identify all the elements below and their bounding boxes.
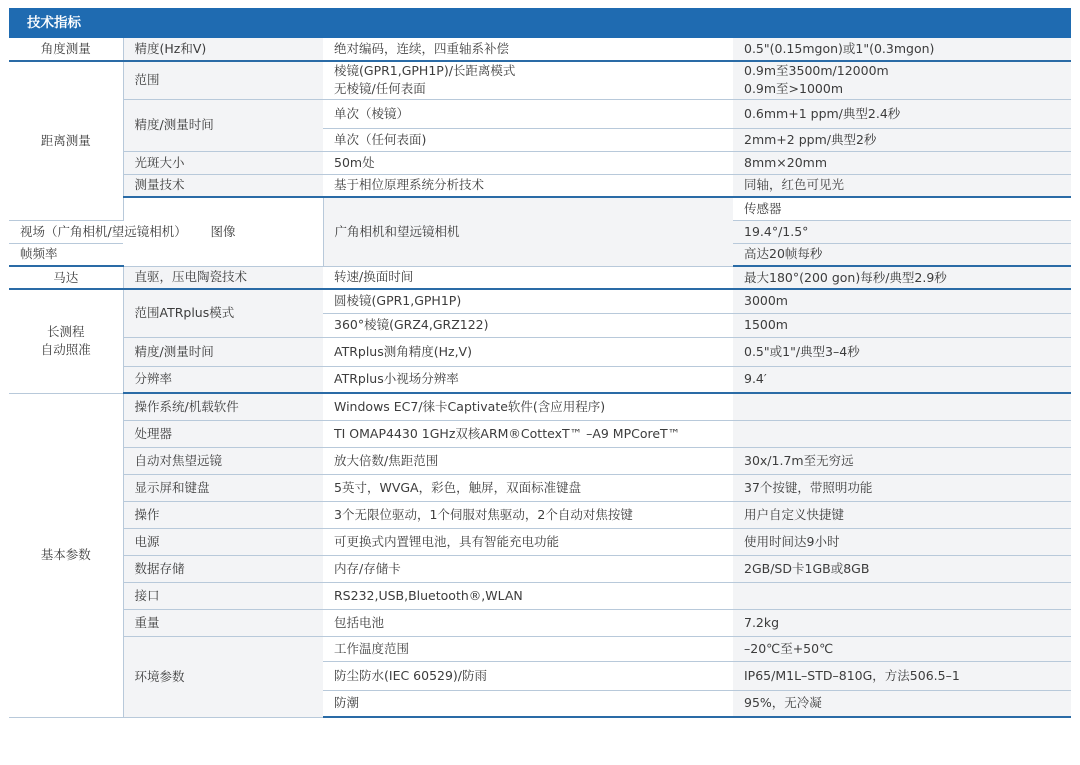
cell-text: 转速/换面时间 <box>334 269 414 285</box>
cell-text: 视场（广角相机/望远镜相机） <box>20 223 187 239</box>
item-cell <box>323 313 733 337</box>
cell-text: 放大倍数/焦距范围 <box>334 452 439 468</box>
parameter-cell <box>123 289 323 337</box>
cell-text: 工作温度范围 <box>334 640 410 656</box>
value-cell <box>733 174 1071 197</box>
table-row <box>9 528 1071 555</box>
item-cell <box>323 174 733 197</box>
item-cell <box>323 474 733 501</box>
value-cell <box>733 128 1071 151</box>
parameter-cell <box>123 337 323 366</box>
cell-text: ATRplus测角精度(Hz,V) <box>334 343 472 359</box>
parameter-cell <box>123 609 323 636</box>
table-row <box>9 474 1071 501</box>
spec-table-body <box>9 38 1071 717</box>
item-cell <box>323 609 733 636</box>
parameter-cell <box>123 99 323 151</box>
cell-text: 操作 <box>134 506 160 522</box>
cell-text: 8mm×20mm <box>744 154 828 170</box>
cell-text: 自动对焦望远镜 <box>134 452 223 468</box>
cell-text: 50m处 <box>334 154 375 170</box>
value-cell <box>733 366 1071 393</box>
item-cell <box>323 337 733 366</box>
value-cell <box>733 474 1071 501</box>
cell-text: 使用时间达9小时 <box>744 533 840 549</box>
cell-text: 范围 <box>134 72 160 88</box>
parameter-cell <box>123 474 323 501</box>
item-cell <box>323 151 733 174</box>
item-cell <box>9 220 187 243</box>
cell-text: 用户自定义快捷键 <box>744 506 845 522</box>
cell-text: 3000m <box>744 293 788 309</box>
category-cell <box>9 289 123 393</box>
parameter-cell <box>123 636 323 717</box>
cell-text: 传感器 <box>744 200 782 216</box>
table-row <box>9 582 1071 609</box>
cell-text: 距离测量 <box>40 132 91 148</box>
cell-text: 环境参数 <box>134 668 185 684</box>
item-cell <box>323 128 733 151</box>
value-cell <box>733 266 1071 289</box>
item-cell <box>323 501 733 528</box>
cell-text: 显示屏和键盘 <box>134 479 210 495</box>
cell-text: 图像 <box>210 223 236 239</box>
value-cell <box>733 555 1071 582</box>
item-cell <box>323 366 733 393</box>
cell-text: 电源 <box>134 533 160 549</box>
item-cell <box>323 447 733 474</box>
cell-text: 5英寸，WVGA，彩色，触屏，双面标准键盘 <box>334 479 582 495</box>
cell-text: 绝对编码，连续，四重轴系补偿 <box>334 41 510 56</box>
value-cell <box>733 38 1071 61</box>
cell-text: 单次（棱镜） <box>334 105 410 121</box>
item-cell <box>323 661 733 690</box>
item-cell <box>323 582 733 609</box>
cell-text: 圆棱镜(GPR1,GPH1P) <box>334 293 462 309</box>
parameter-cell <box>123 366 323 393</box>
item-cell <box>323 393 733 420</box>
category-cell <box>9 266 123 289</box>
parameter-cell <box>123 420 323 447</box>
item-cell <box>323 61 733 99</box>
value-cell <box>733 243 1071 266</box>
cell-text: 操作系统/机载软件 <box>134 398 239 414</box>
cell-text: Windows EC7/徕卡Captivate软件(含应用程序) <box>334 398 606 414</box>
cell-text: –20℃至+50℃ <box>744 640 834 656</box>
cell-text: 接口 <box>134 587 160 603</box>
cell-text: 1500m <box>744 317 788 332</box>
cell-text: 95%，无冷凝 <box>744 695 822 711</box>
cell-text: 棱镜(GPR1,GPH1P)/长距离模式 <box>334 63 516 79</box>
cell-text: 最大180°(200 gon)每秒/典型2.9秒 <box>744 269 947 285</box>
cell-text: 3个无限位驱动，1个伺服对焦驱动，2个自动对焦按键 <box>334 506 633 522</box>
cell-text: 直驱，压电陶瓷技术 <box>134 269 248 285</box>
cell-text: 分辨率 <box>134 371 173 387</box>
table-row <box>9 393 1071 420</box>
value-cell <box>733 661 1071 690</box>
table-row <box>9 636 1071 661</box>
value-cell <box>733 420 1071 447</box>
cell-text: 防潮 <box>334 695 360 711</box>
table-row <box>9 337 1071 366</box>
value-cell <box>733 220 1071 243</box>
parameter-cell <box>323 197 733 266</box>
cell-text: 精度/测量时间 <box>134 343 214 359</box>
spec-table <box>9 38 1071 718</box>
parameter-cell <box>123 447 323 474</box>
cell-text: 帧频率 <box>20 246 58 262</box>
parameter-cell <box>123 528 323 555</box>
table-row <box>9 38 1071 61</box>
parameter-cell <box>123 501 323 528</box>
category-cell <box>9 61 123 220</box>
table-row <box>9 366 1071 393</box>
value-cell <box>733 289 1071 313</box>
cell-text: 角度测量 <box>40 41 91 56</box>
cell-text: 2GB/SD卡1GB或8GB <box>744 560 870 576</box>
cell-text: 基于相位原理系统分析技术 <box>334 177 485 193</box>
cell-text: 30x/1.7m至无穷远 <box>744 452 854 468</box>
cell-text: 测量技术 <box>134 177 185 193</box>
cell-text: 0.5"(0.15mgon)或1"(0.3mgon) <box>744 41 935 56</box>
table-row <box>9 555 1071 582</box>
cell-text: 无棱镜/任何表面 <box>334 81 426 97</box>
cell-text: IP65/M1L–STD–810G，方法506.5–1 <box>744 667 960 683</box>
table-row <box>9 289 1071 313</box>
cell-text: 自动照准 <box>40 342 91 358</box>
parameter-cell <box>123 174 323 197</box>
table-row <box>9 609 1071 636</box>
value-cell <box>733 690 1071 717</box>
parameter-cell <box>123 582 323 609</box>
cell-text: 360°棱镜(GRZ4,GRZ122) <box>334 317 489 332</box>
cell-text: 0.5"或1"/典型3–4秒 <box>744 343 860 359</box>
cell-text: TI OMAP4430 1GHz双核ARM®CottexT™ –A9 MPCoreT™ <box>334 425 681 441</box>
cell-text: 处理器 <box>134 425 173 441</box>
parameter-cell <box>123 38 323 61</box>
item-cell <box>323 690 733 717</box>
cell-text: 范围ATRplus模式 <box>134 305 235 321</box>
value-cell <box>733 99 1071 128</box>
parameter-cell <box>123 393 323 420</box>
cell-text: 马达 <box>53 269 79 285</box>
item-cell <box>9 243 123 266</box>
parameter-cell <box>123 266 323 289</box>
category-cell <box>9 393 123 717</box>
cell-text: 包括电池 <box>334 614 385 630</box>
cell-text: 7.2kg <box>744 614 780 630</box>
cell-text: 数据存储 <box>134 560 185 576</box>
cell-text: 19.4°/1.5° <box>744 223 809 239</box>
table-row <box>9 61 1071 99</box>
cell-text: 同轴，红色可见光 <box>744 177 845 193</box>
cell-text: 长测程 <box>46 324 85 340</box>
cell-text: 高达20帧每秒 <box>744 246 823 262</box>
cell-text: 重量 <box>134 614 160 630</box>
cell-text: 防尘防水(IEC 60529)/防雨 <box>334 667 488 683</box>
item-cell <box>323 99 733 128</box>
spec-sheet <box>9 8 1071 718</box>
item-cell <box>323 555 733 582</box>
table-row <box>9 197 1071 220</box>
cell-text: 9.4′ <box>744 371 767 387</box>
parameter-cell <box>123 61 323 99</box>
cell-text: 基本参数 <box>40 547 91 562</box>
table-row <box>9 151 1071 174</box>
item-cell <box>323 289 733 313</box>
value-cell <box>733 151 1071 174</box>
item-cell <box>323 636 733 661</box>
value-cell <box>733 636 1071 661</box>
cell-text: 0.6mm+1 ppm/典型2.4秒 <box>744 105 901 121</box>
cell-text: 单次（任何表面) <box>334 131 427 147</box>
value-cell <box>733 528 1071 555</box>
item-cell <box>323 420 733 447</box>
cell-text: 光斑大小 <box>134 154 185 170</box>
value-cell <box>733 393 1071 420</box>
table-row <box>9 99 1071 128</box>
table-row <box>9 420 1071 447</box>
item-cell <box>733 197 1071 220</box>
cell-text: 广角相机和望远镜相机 <box>334 223 460 239</box>
cell-text: RS232,USB,Bluetooth®,WLAN <box>334 587 523 603</box>
cell-text: 0.9m至3500m/12000m <box>744 63 889 79</box>
section-header: 技术指标 <box>9 8 1071 38</box>
value-cell <box>733 337 1071 366</box>
item-cell <box>323 266 733 289</box>
cell-text: 内存/存储卡 <box>334 560 401 576</box>
value-cell <box>733 501 1071 528</box>
category-cell <box>9 38 123 61</box>
value-cell <box>733 609 1071 636</box>
value-cell <box>733 447 1071 474</box>
table-row <box>9 501 1071 528</box>
cell-text: ATRplus小视场分辨率 <box>334 371 459 387</box>
table-row <box>9 174 1071 197</box>
table-row <box>9 266 1071 289</box>
cell-text: 2mm+2 ppm/典型2秒 <box>744 131 877 147</box>
cell-text: 37个按键，带照明功能 <box>744 479 873 495</box>
cell-text: 0.9m至>1000m <box>744 81 844 97</box>
cell-text: 精度/测量时间 <box>134 117 214 132</box>
value-cell <box>733 313 1071 337</box>
value-cell <box>733 582 1071 609</box>
value-cell <box>733 61 1071 99</box>
parameter-cell <box>123 151 323 174</box>
item-cell <box>323 38 733 61</box>
table-row <box>9 447 1071 474</box>
parameter-cell <box>123 555 323 582</box>
item-cell <box>323 528 733 555</box>
cell-text: 可更换式内置锂电池，具有智能充电功能 <box>334 533 560 549</box>
cell-text: 精度(Hz和V) <box>134 41 207 56</box>
